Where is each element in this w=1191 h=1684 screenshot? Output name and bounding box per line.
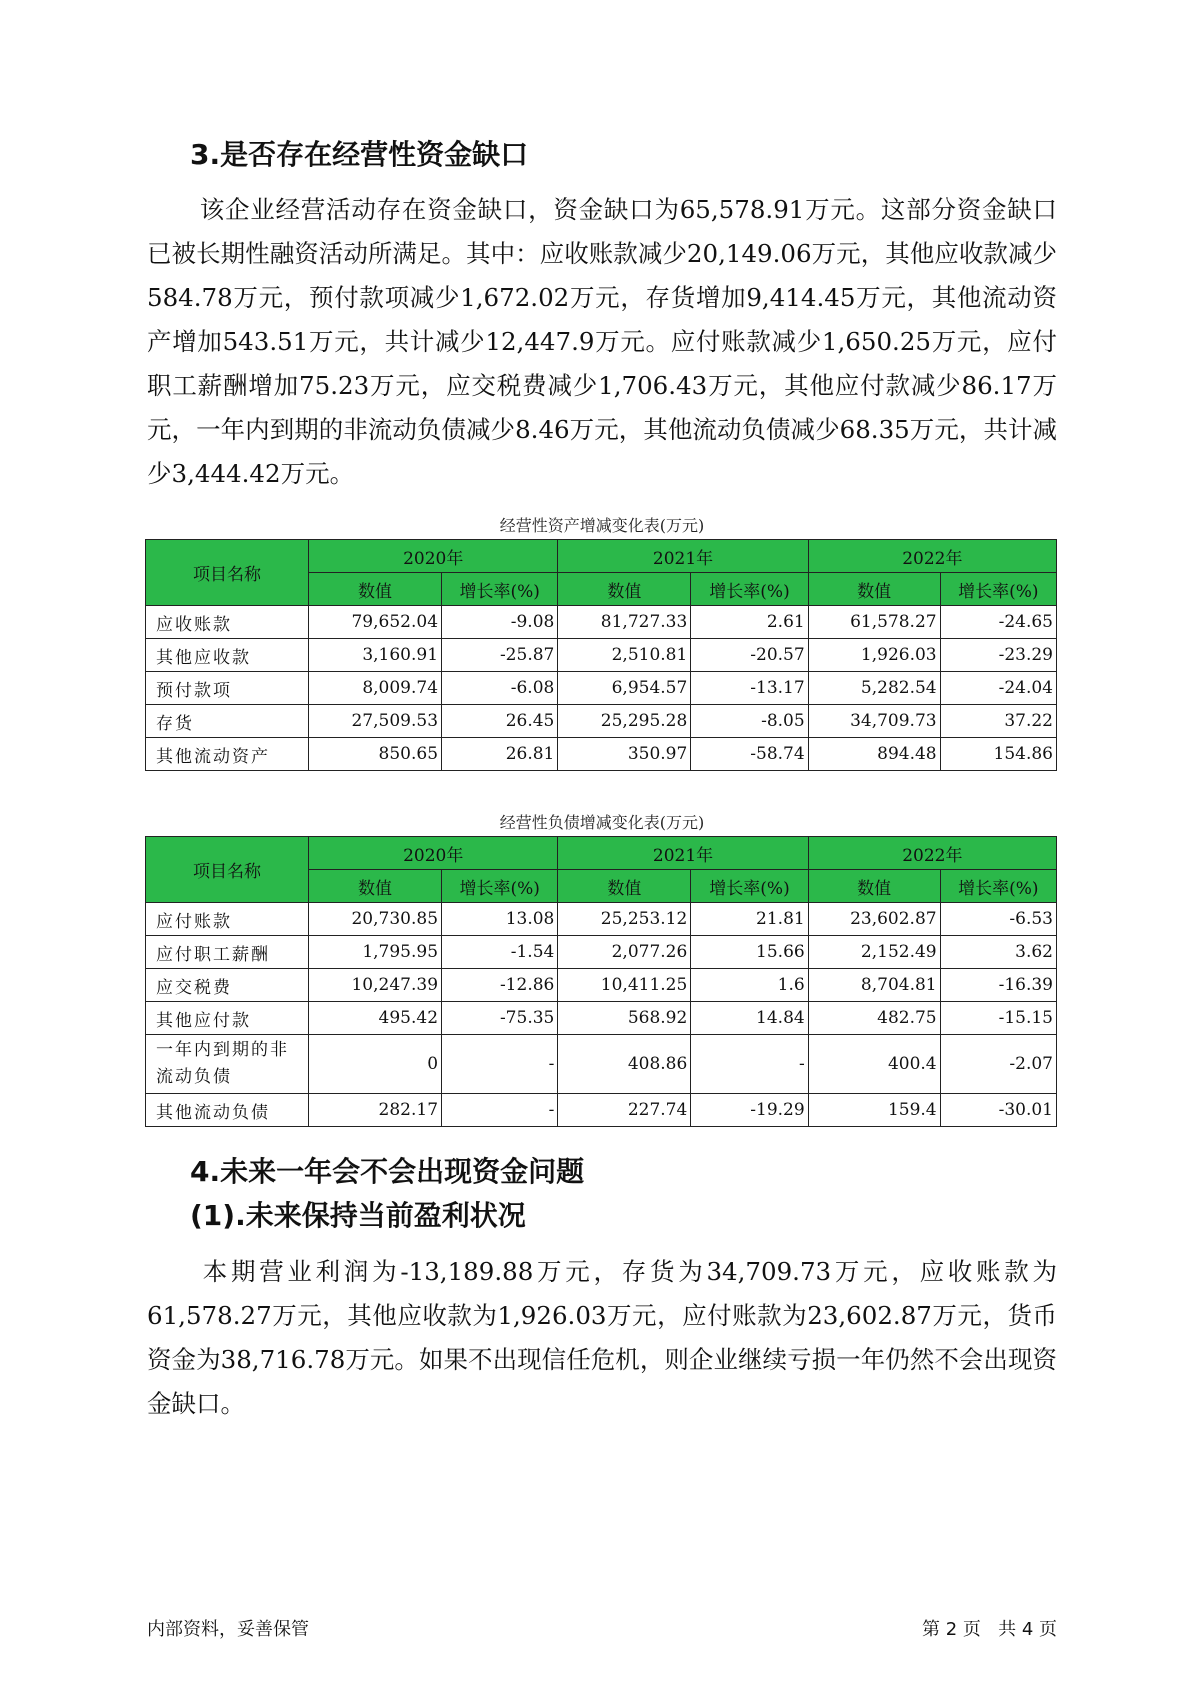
liability-year-header: 2021年 [558,837,808,870]
row-name-cell: 应付账款 [146,903,309,936]
value-cell: 2,077.26 [558,936,691,969]
value-cell: 850.65 [309,738,442,771]
asset-value-header: 数值 [808,573,940,606]
value-cell: 27,509.53 [309,705,442,738]
table-row [146,1002,1057,1035]
liability-growth-header: 增长率(%) [442,870,558,903]
table-row [146,672,1057,705]
asset-value-header: 数值 [558,573,691,606]
growth-cell: -2.07 [940,1035,1056,1094]
value-cell: 25,253.12 [558,903,691,936]
growth-cell: -23.29 [940,639,1056,672]
growth-cell: -24.65 [940,606,1056,639]
asset-table [145,539,1057,771]
value-cell: 81,727.33 [558,606,691,639]
row-name-cell: 其他流动负债 [146,1094,309,1127]
value-cell: 400.4 [808,1035,940,1094]
asset-growth-header: 增长率(%) [442,573,558,606]
row-name-cell: 预付款项 [146,672,309,705]
value-cell: 6,954.57 [558,672,691,705]
growth-cell: -8.05 [691,705,808,738]
table-row [146,1094,1057,1127]
liability-table-caption: 经营性负债增减变化表(万元) [499,813,705,832]
growth-cell: 26.45 [442,705,558,738]
row-name-cell: 存货 [146,705,309,738]
growth-cell: 3.62 [940,936,1056,969]
growth-cell: 13.08 [442,903,558,936]
growth-cell: 15.66 [691,936,808,969]
liability-value-header: 数值 [309,870,442,903]
liability-year-header: 2020年 [309,837,558,870]
value-cell: 79,652.04 [309,606,442,639]
section3-heading: 3.是否存在经营性资金缺口 [190,138,529,171]
table-row [146,903,1057,936]
value-cell: 482.75 [808,1002,940,1035]
value-cell: 10,247.39 [309,969,442,1002]
value-cell: 1,795.95 [309,936,442,969]
liability-year-header: 2022年 [808,837,1056,870]
growth-cell: -6.53 [940,903,1056,936]
table-row [146,705,1057,738]
value-cell: 61,578.27 [808,606,940,639]
growth-cell: -24.04 [940,672,1056,705]
growth-cell: 1.6 [691,969,808,1002]
asset-year-header: 2020年 [309,540,558,573]
growth-cell: 21.81 [691,903,808,936]
value-cell: 2,510.81 [558,639,691,672]
table-row [146,639,1057,672]
growth-cell: -58.74 [691,738,808,771]
value-cell: 34,709.73 [808,705,940,738]
liability-growth-header: 增长率(%) [691,870,808,903]
growth-cell: 26.81 [442,738,558,771]
value-cell: 408.86 [558,1035,691,1094]
value-cell: 568.92 [558,1002,691,1035]
growth-cell: 14.84 [691,1002,808,1035]
section3-paragraph-text: 该企业经营活动存在资金缺口，资金缺口为65,578.91万元。这部分资金缺口已被长期性融资活动所满足。其中：应收账款减少20,149.06万元，其他应收款减少584.78万元，预付款项减少1,672.02万元，存货增加9,414.45万元，其他流动资产增加543.51万元，共计减少12,447.9万元。应付账款减少1,650.25万元，应付职工薪酬增加75.23万元，应交税费减少1,706.43万元，其他应付款减少86.17万元，一年内到期的非流动负债减少8.46万元，其他流动负债减少68.35万元，共计减少3,444.42万元。 [147,195,1057,488]
growth-cell: -20.57 [691,639,808,672]
growth-cell: - [691,1035,808,1094]
liability-table [145,836,1057,1127]
liability-value-header: 数值 [558,870,691,903]
asset-value-header: 数值 [309,573,442,606]
value-cell: 8,704.81 [808,969,940,1002]
row-name-cell: 应交税费 [146,969,309,1002]
growth-cell: 154.86 [940,738,1056,771]
value-cell: 8,009.74 [309,672,442,705]
row-name-cell: 应收账款 [146,606,309,639]
section3-paragraph [147,188,1057,496]
table-row [146,936,1057,969]
growth-cell: -25.87 [442,639,558,672]
table-row [146,738,1057,771]
liability-table-body [146,903,1057,1127]
growth-cell: -19.29 [691,1094,808,1127]
table-row [146,969,1057,1002]
value-cell: 2,152.49 [808,936,940,969]
section4-paragraph [147,1250,1057,1426]
liability-growth-header: 增长率(%) [940,870,1056,903]
liability-item-header: 项目名称 [146,837,309,903]
value-cell: 1,926.03 [808,639,940,672]
asset-year-header: 2021年 [558,540,808,573]
value-cell: 10,411.25 [558,969,691,1002]
growth-cell: - [442,1094,558,1127]
value-cell: 5,282.54 [808,672,940,705]
growth-cell: -13.17 [691,672,808,705]
value-cell: 227.74 [558,1094,691,1127]
value-cell: 350.97 [558,738,691,771]
value-cell: 894.48 [808,738,940,771]
growth-cell: -6.08 [442,672,558,705]
value-cell: 23,602.87 [808,903,940,936]
value-cell: 3,160.91 [309,639,442,672]
section4-heading: 4.未来一年会不会出现资金问题 [190,1155,585,1188]
table-row [146,606,1057,639]
footer-page-number: 第 2 页 共 4 页 [922,1619,1057,1640]
footer-confidential: 内部资料，妥善保管 [147,1619,309,1640]
asset-item-header: 项目名称 [146,540,309,606]
value-cell: 495.42 [309,1002,442,1035]
row-name-cell: 应付职工薪酬 [146,936,309,969]
row-name-cell: 其他流动资产 [146,738,309,771]
section4-subheading: (1).未来保持当前盈利状况 [190,1199,526,1232]
growth-cell: -75.35 [442,1002,558,1035]
growth-cell: -12.86 [442,969,558,1002]
section4-paragraph-text: 本期营业利润为-13,189.88万元，存货为34,709.73万元，应收账款为61,578.27万元，其他应收款为1,926.03万元，应付账款为23,602.87万元，货币资金为38,716.78万元。如果不出现信任危机，则企业继续亏损一年仍然不会出现资金缺口。 [147,1257,1057,1418]
value-cell: 0 [309,1035,442,1094]
asset-table-caption: 经营性资产增减变化表(万元) [499,516,705,535]
growth-cell: -30.01 [940,1094,1056,1127]
growth-cell: -1.54 [442,936,558,969]
value-cell: 20,730.85 [309,903,442,936]
value-cell: 159.4 [808,1094,940,1127]
asset-growth-header: 增长率(%) [691,573,808,606]
row-name-cell: 其他应付款 [146,1002,309,1035]
row-name-cell: 一年内到期的非流动负债 [146,1035,309,1094]
value-cell: 25,295.28 [558,705,691,738]
asset-year-header: 2022年 [808,540,1056,573]
growth-cell: -15.15 [940,1002,1056,1035]
asset-table-body [146,606,1057,771]
growth-cell: - [442,1035,558,1094]
value-cell: 282.17 [309,1094,442,1127]
table-row [146,1035,1057,1094]
growth-cell: -16.39 [940,969,1056,1002]
liability-value-header: 数值 [808,870,940,903]
row-name-cell: 其他应收款 [146,639,309,672]
asset-growth-header: 增长率(%) [940,573,1056,606]
growth-cell: 2.61 [691,606,808,639]
growth-cell: 37.22 [940,705,1056,738]
growth-cell: -9.08 [442,606,558,639]
